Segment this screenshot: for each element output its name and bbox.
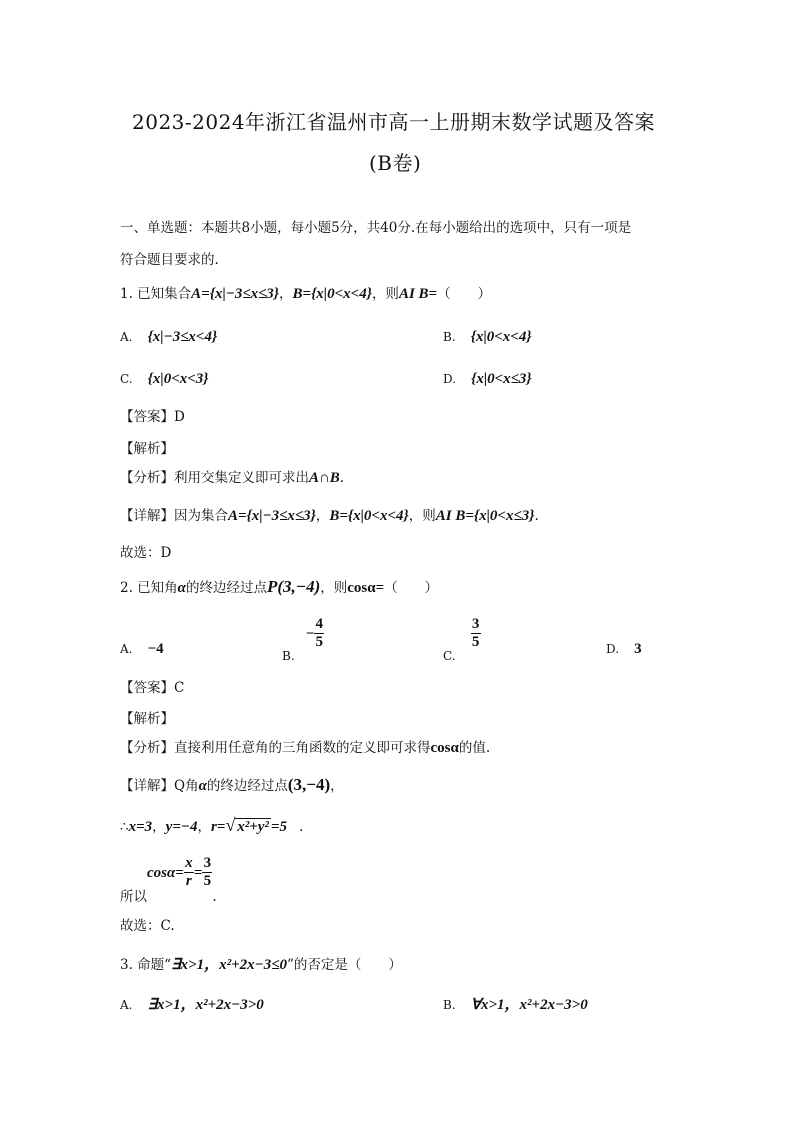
q3-stem xyxy=(120,953,402,974)
separator: ， xyxy=(152,819,166,835)
r-result: =5 xyxy=(270,819,287,835)
q2-fenxi-end: 的值. xyxy=(458,740,491,756)
option-label: A. xyxy=(120,998,133,1012)
section-instructions-line1: 一、单选题：本题共8小题，每小题5分，共40分.在每小题给出的选项中，只有一项是 xyxy=(120,220,632,236)
q1-stem xyxy=(120,282,491,303)
q1-option-b xyxy=(443,326,532,346)
option-fraction xyxy=(314,616,324,651)
fraction-denominator: 5 xyxy=(315,634,324,650)
q2-stem-mid: 的终边经过点 xyxy=(185,580,267,596)
alpha-symbol: α xyxy=(177,580,186,596)
fraction-denominator: r xyxy=(185,873,192,889)
q1-detail-set-b: B={x|0<x<4} xyxy=(329,508,409,524)
option-label: B. xyxy=(443,998,456,1012)
q3-option-b xyxy=(443,993,588,1014)
q1-option-a xyxy=(120,326,217,346)
option-label: B. xyxy=(443,330,456,344)
fraction-numerator: x xyxy=(185,855,193,871)
q2-fenxi xyxy=(120,736,490,757)
document-title: 2023-2024年浙江省温州市高一上册期末数学试题及答案 xyxy=(132,110,656,134)
r-radicand: x²+y² xyxy=(237,819,269,835)
q1-option-d xyxy=(443,368,532,388)
option-label: A. xyxy=(120,642,133,656)
option-label: D. xyxy=(443,372,457,386)
q1-stem-end: （ ） xyxy=(437,286,492,302)
q3-stem-prefix: 3. 命题“ xyxy=(120,957,172,973)
q2-option-c xyxy=(443,616,481,663)
option-label: C. xyxy=(443,649,456,663)
q1-intersection-expr: AI B= xyxy=(398,286,438,302)
q2-option-d xyxy=(606,638,642,658)
q3-option-a xyxy=(120,993,264,1014)
q1-option-c xyxy=(120,368,209,388)
r-prefix: r= xyxy=(210,819,226,835)
q1-analysis-heading: 【解析】 xyxy=(120,441,174,457)
q1-fenxi-end: . xyxy=(339,470,345,486)
q2-detail-prefix: 【详解】Q角 xyxy=(120,778,199,794)
document-subtitle: (B卷) xyxy=(369,151,422,175)
option-value: {x|−3≤x<4} xyxy=(147,329,218,345)
fraction-3-over-5 xyxy=(202,855,212,890)
q2-conclusion: 故选：C. xyxy=(120,918,175,934)
option-label: B. xyxy=(282,649,295,663)
q1-fenxi-text: 【分析】利用交集定义即可求出 xyxy=(120,470,309,486)
fraction-numerator: 4 xyxy=(315,616,324,632)
q1-fenxi-expr: A∩B xyxy=(309,470,340,486)
therefore-symbol: ∴ xyxy=(120,819,129,835)
q2-xyr-line xyxy=(120,815,303,836)
q2-stem-end: （ ） xyxy=(384,580,439,596)
q1-conclusion: 故选：D xyxy=(120,545,172,561)
fraction-denominator: 5 xyxy=(471,634,480,650)
q2-stem-mid2: ，则 xyxy=(320,580,348,596)
q2-detail xyxy=(120,774,344,795)
option-label: A. xyxy=(120,330,133,344)
option-sign: − xyxy=(305,626,315,642)
option-value: ∀x>1，x²+2x−3>0 xyxy=(470,997,588,1013)
q3-proposition: ∃x>1，x²+2x−3≤0 xyxy=(171,957,287,973)
option-value: {x|0<x<3} xyxy=(147,371,209,387)
equals-sign: = xyxy=(193,865,203,881)
option-fraction xyxy=(471,616,481,651)
q1-detail-set-a: A={x|−3≤x≤3} xyxy=(228,508,316,524)
q1-set-a: A={x|−3≤x≤3} xyxy=(191,286,280,302)
fraction-denominator: 5 xyxy=(203,873,212,889)
y-value: y=−4 xyxy=(165,819,198,835)
q1-detail xyxy=(120,504,539,525)
q3-stem-end: ”的否定是（ ） xyxy=(286,957,402,973)
q2-point: P(3,−4) xyxy=(266,577,321,596)
q1-stem-mid: ，则 xyxy=(371,286,399,302)
option-value: 3 xyxy=(634,641,642,657)
q2-cos-result xyxy=(120,855,217,905)
separator: ， xyxy=(197,819,211,835)
q1-answer: 【答案】D xyxy=(120,409,185,425)
q1-detail-sep: ， xyxy=(315,508,330,524)
q1-detail-result: AI B={x|0<x≤3} xyxy=(435,508,535,524)
option-label: D. xyxy=(606,642,620,656)
q1-stem-prefix: 1. 已知集合 xyxy=(120,286,192,302)
q1-detail-end: . xyxy=(534,508,539,524)
q2-option-b xyxy=(282,616,324,663)
option-label: C. xyxy=(120,372,133,386)
cos-lhs: cosα= xyxy=(147,865,184,881)
fraction-numerator: 3 xyxy=(471,616,480,632)
q2-detail-end: ， xyxy=(330,778,344,794)
period: . xyxy=(299,819,304,835)
q2-fenxi-text: 【分析】直接利用任意角的三角函数的定义即可求得 xyxy=(120,740,431,756)
q2-cos-expr: cosα= xyxy=(347,580,385,596)
q1-set-b: B={x|0<x<4} xyxy=(292,286,372,302)
alpha-symbol: α xyxy=(198,778,207,794)
fraction-x-over-r xyxy=(184,855,194,890)
q2-stem xyxy=(120,576,438,597)
section-instructions-line2: 符合题目要求的. xyxy=(120,252,219,268)
radical-sign: √ xyxy=(225,815,236,835)
q1-detail-prefix: 【详解】因为集合 xyxy=(120,508,228,524)
x-value: x=3 xyxy=(128,819,153,835)
period: . xyxy=(212,889,217,905)
fraction-numerator: 3 xyxy=(203,855,212,871)
option-value: ∃x>1，x²+2x−3>0 xyxy=(147,997,264,1013)
q2-answer: 【答案】C xyxy=(120,680,185,696)
option-value: {x|0<x<4} xyxy=(470,329,532,345)
q2-detail-point: (3,−4) xyxy=(287,775,331,794)
option-value: {x|0<x≤3} xyxy=(471,371,532,387)
q1-separator: ， xyxy=(279,286,293,302)
so-label: 所以 xyxy=(120,889,147,905)
option-value: −4 xyxy=(147,641,164,657)
q2-detail-mid: 的终边经过点 xyxy=(206,778,288,794)
q1-fenxi xyxy=(120,466,344,487)
q2-fenxi-cos: cosα xyxy=(430,740,459,756)
q1-detail-mid: ，则 xyxy=(408,508,436,524)
q2-option-a xyxy=(120,638,164,658)
q2-stem-prefix: 2. 已知角 xyxy=(120,580,178,596)
q2-analysis-heading: 【解析】 xyxy=(120,711,174,727)
